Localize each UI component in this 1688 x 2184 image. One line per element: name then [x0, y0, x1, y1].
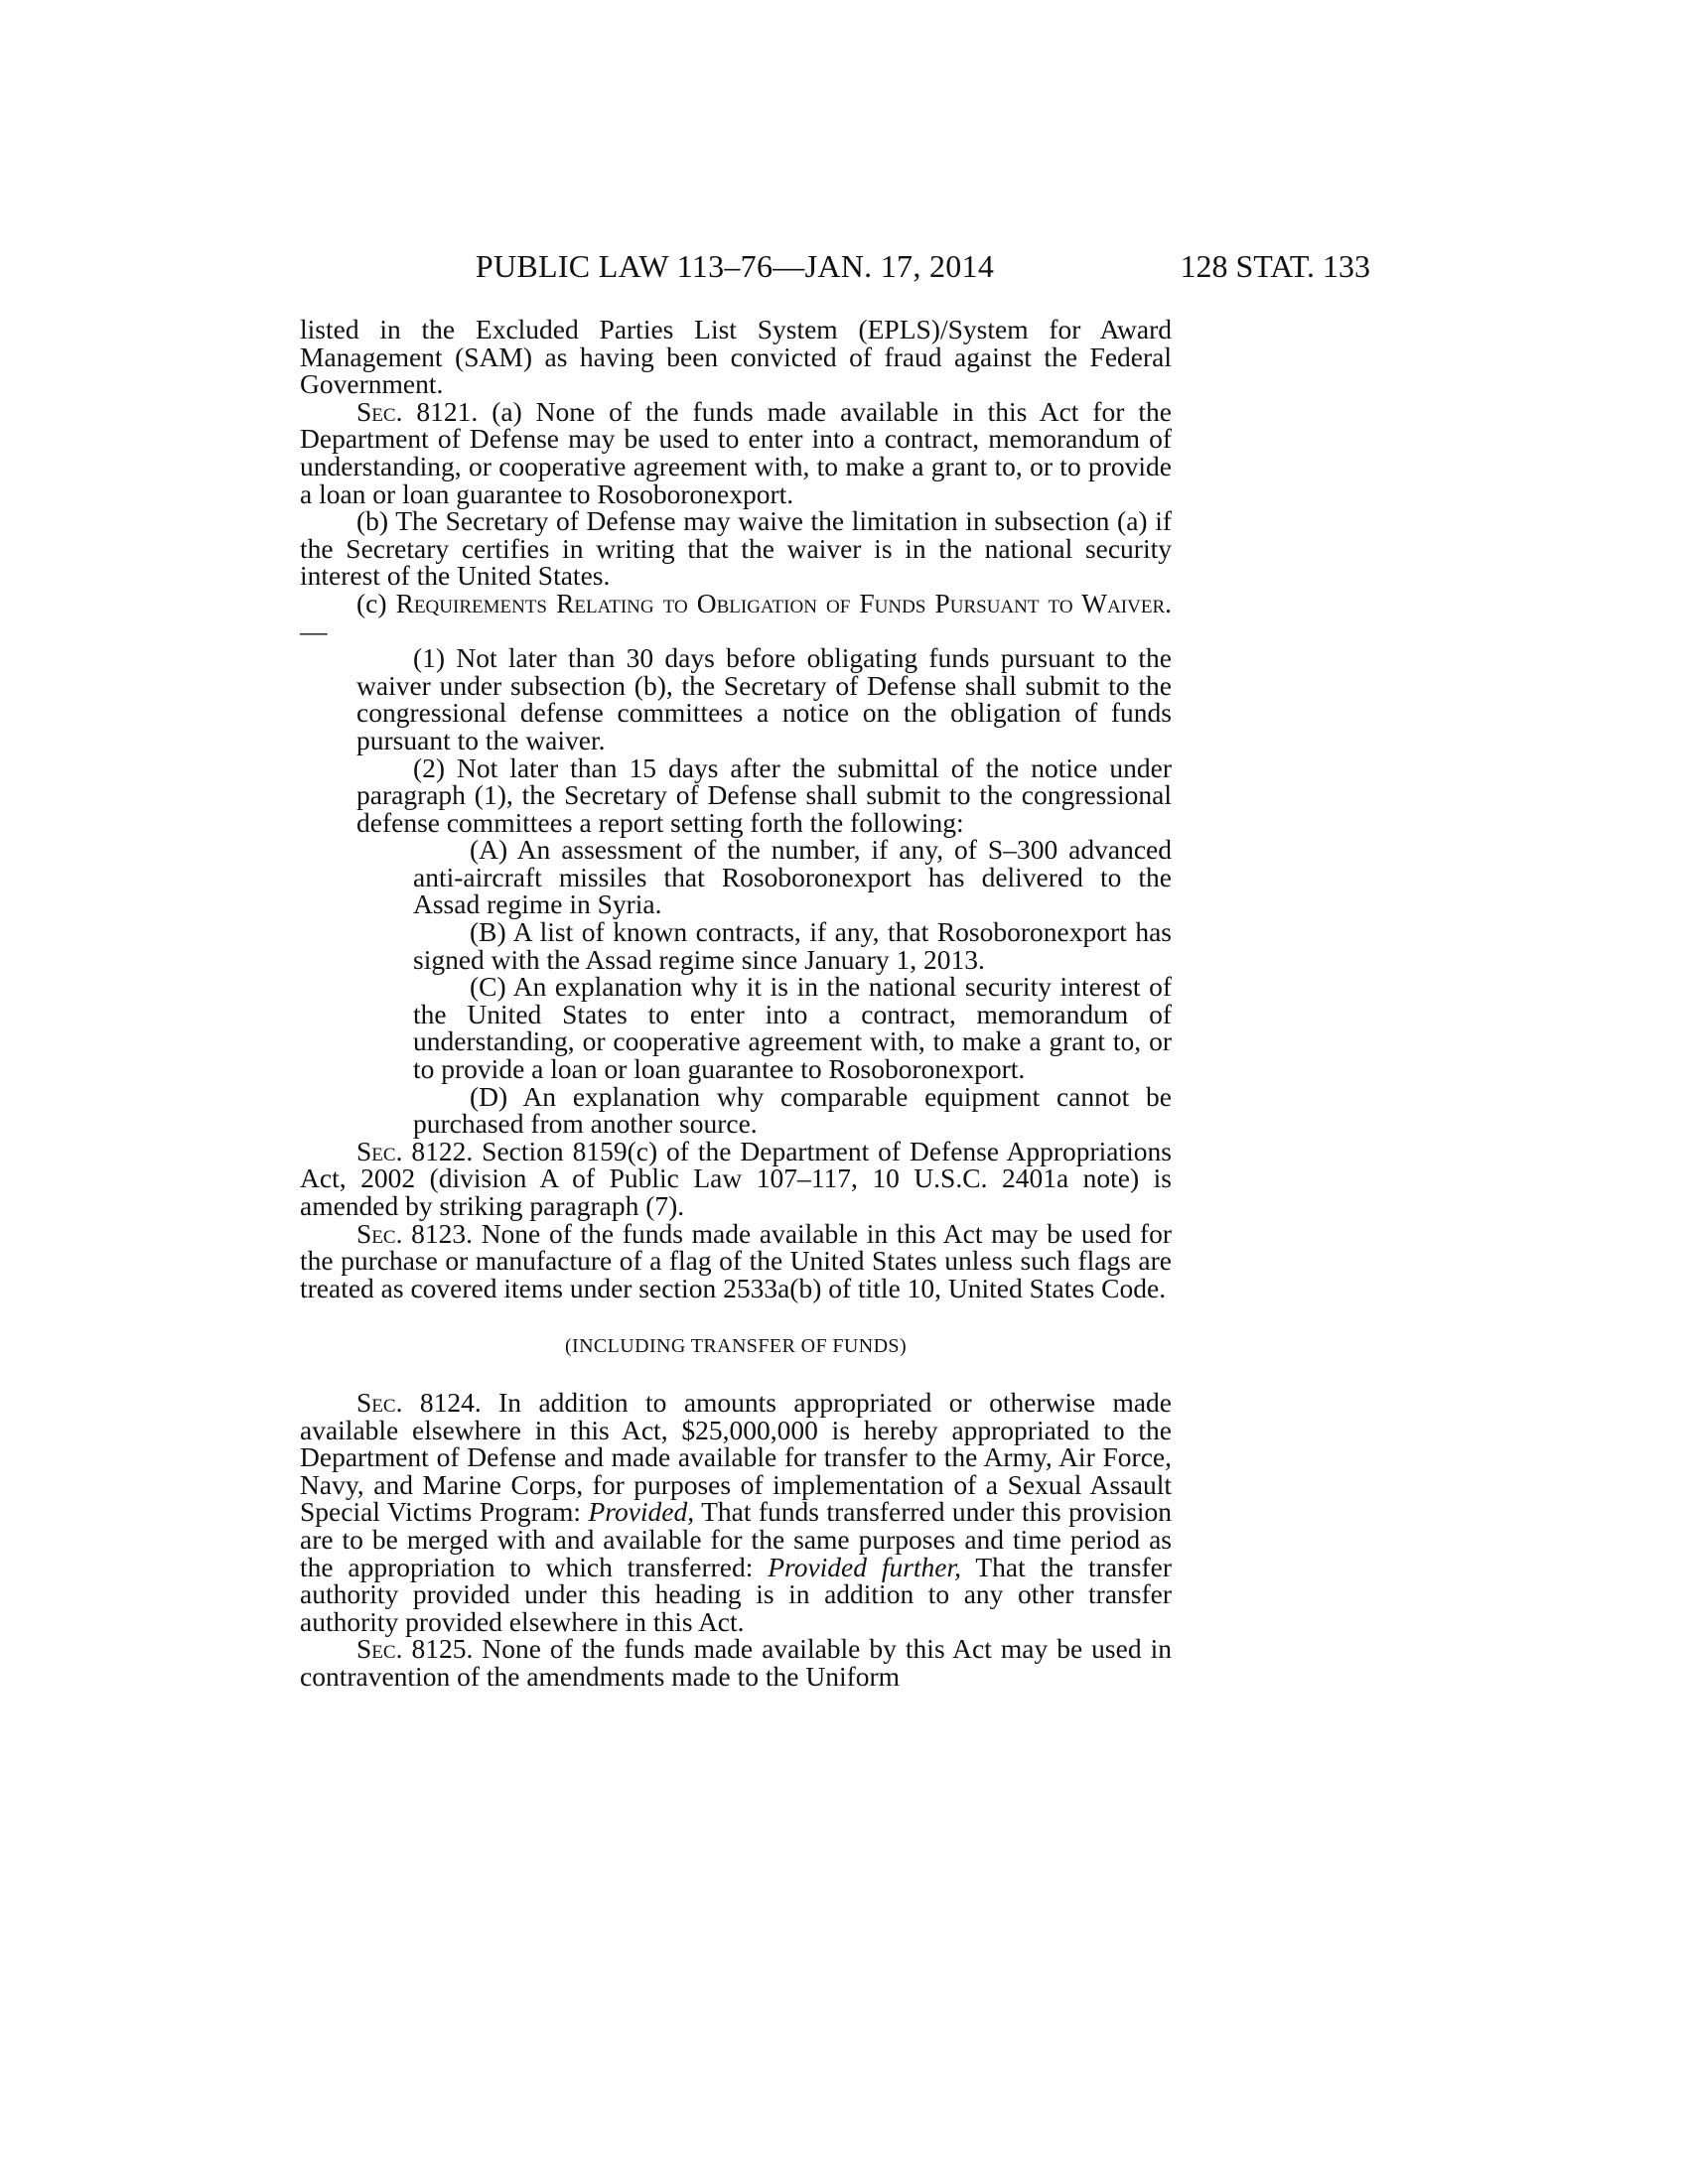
provided-italic: Provided,	[588, 1496, 695, 1528]
running-header-title: PUBLIC LAW 113–76—JAN. 17, 2014	[475, 248, 995, 284]
section-8125	[300, 1635, 1172, 1690]
provided-further-italic: Provided further,	[768, 1551, 962, 1582]
paragraph-continuation: listed in the Excluded Parties List System (EPLS)/System for Award Management (SAM) as having been convicted of fraud against the Federal Government.	[300, 314, 1172, 400]
section-text-part3: That the transfer authority provided under this heading is in addition to any other transfer authority provided elsewhere in this Act.	[300, 1551, 1172, 1637]
transfer-heading: (INCLUDING TRANSFER OF FUNDS)	[564, 1335, 908, 1358]
section-label: Sec.	[356, 1217, 403, 1249]
section-label: Sec.	[356, 1135, 403, 1166]
running-header-page-ref: 128 STAT. 133	[1180, 248, 1370, 284]
section-8121-b: (b) The Secretary of Defense may waive the limitation in subsection (a) if the Secretary certifies in writing that the waiver is in the national security interest of the United States.	[300, 505, 1172, 592]
section-8124	[300, 1386, 1172, 1637]
subparagraph-A: (A) An assessment of the number, if any, of S–300 advanced anti-aircraft missiles that Rosoboronexport has delivered to the Assad regime in Syria.	[413, 834, 1172, 920]
section-8122	[300, 1135, 1172, 1221]
section-text: 8121. (a) None of the funds made available in this Act for the Department of Defense may be used to enter into a contract, memorandum of understanding, or cooperative agreement with, to make a grant to, or to provide a loan or loan guarantee to Rosoboronexport.	[300, 395, 1172, 509]
section-text-part2: That funds transferred under this provision are to be merged with and available for the same purposes and time period as the appropriation to which transferred:	[300, 1496, 1172, 1582]
section-8121-c	[300, 587, 1172, 646]
subsection-prefix: (c)	[356, 587, 396, 618]
section-text: 8123. None of the funds made available in this Act may be used for the purchase or manufacture of a flag of the United States unless such flags are treated as covered items under section 2533a(b) of title 10, United States Code.	[300, 1217, 1172, 1303]
section-label: Sec.	[356, 395, 403, 427]
section-label: Sec.	[356, 1633, 403, 1665]
subsection-dash: .—	[300, 587, 1172, 646]
section-text: 8122. Section 8159(c) of the Department of Defense Appropriations Act, 2002 (division A of Public Law 107–117, 10 U.S.C. 2401a note) is amended by striking paragraph (7).	[300, 1135, 1172, 1221]
section-label: Sec.	[356, 1386, 403, 1418]
document-body	[300, 316, 1172, 1691]
section-8121-a	[300, 395, 1172, 509]
subsection-heading: Requirements Relating to Obligation of Funds Pursuant to Waiver	[395, 587, 1166, 618]
subparagraph-B: (B) A list of known contracts, if any, that Rosoboronexport has signed with the Assad regime since January 1, 2013.	[413, 916, 1172, 975]
subparagraph-D: (D) An explanation why comparable equipment cannot be purchased from another source.	[413, 1080, 1172, 1140]
section-text: 8125. None of the funds made available by this Act may be used in contravention of the amendments made to the Uniform	[300, 1633, 1172, 1692]
section-text-part1: 8124. In addition to amounts appropriated or otherwise made available elsewhere in this Act, $25,000,000 is hereby appropriated to the Department of Defense and made available for transfer to the Army, Air Force, Navy, and Marine Corps, for purposes of implementation of a Sexual Assault Special Victims Program:	[300, 1386, 1172, 1528]
subparagraph-C: (C) An explanation why it is in the national security interest of the United States to enter into a contract, memorandum of understanding, or cooperative agreement with, to make a grant to, or to provide a loan or loan guarantee to Rosoboronexport.	[413, 971, 1172, 1085]
paragraph-c-2: (2) Not later than 15 days after the submittal of the notice under paragraph (1), the Secretary of Defense shall submit to the congressional defense committees a report setting forth the following:	[356, 751, 1172, 838]
paragraph-c-1: (1) Not later than 30 days before obligating funds pursuant to the waiver under subsection (b), the Secretary of Defense shall submit to the congressional defense committees a notice on the obligation of funds pursuant to the waiver.	[356, 642, 1172, 755]
section-8123	[300, 1217, 1172, 1303]
